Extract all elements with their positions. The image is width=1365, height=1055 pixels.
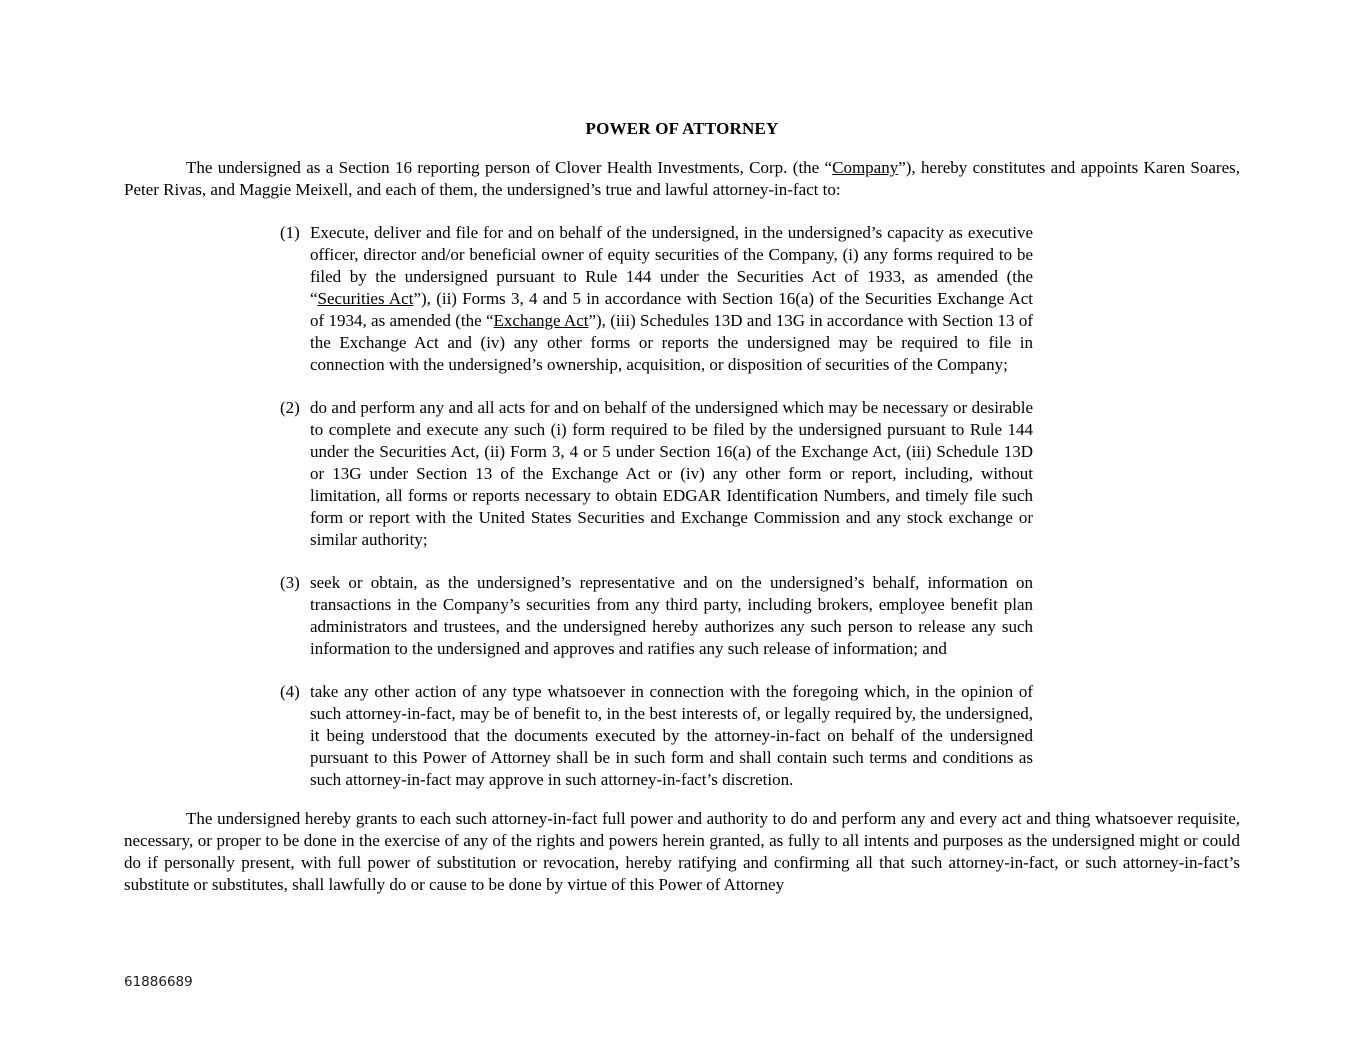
item-2-text: do and perform any and all acts for and on behalf of the undersigned which may be necessary or desirable to complete and execute any such (i) form required to be filed by the undersigned pursuant to Rule 144 under the Securities Act, (ii) Form 3, 4 or 5 under Section 16(a) of the Exchange Act, (iii) Schedule 13D or 13G under Section 13 of the Exchange Act or (iv) any other form or report, including, without limitation, all forms or reports necessary to obtain EDGAR Identification Numbers, and timely file such form or report with the United States Securities and Exchange Commission and any stock exchange or similar authority; — [310, 398, 1033, 549]
list-item-4 — [280, 681, 1033, 791]
list-item-1 — [280, 222, 1033, 376]
defined-term-securities-act: Securities Act — [317, 289, 414, 308]
item-2-number: (2) — [280, 398, 300, 417]
closing-paragraph: The undersigned hereby grants to each such attorney-in-fact full power and authority to do and perform any and every act and thing whatsoever requisite, necessary, or proper to be done in the exercise of any of the rights and powers herein granted, as fully to all intents and purposes as the undersigned might or could do if personally present, with full power of substitution or revocation, hereby ratifying and confirming all that such attorney-in-fact, or such attorney-in-fact’s substitute or substitutes, shall lawfully do or cause to be done by virtue of this Power of Attorney — [124, 809, 1240, 894]
intro-text-2: ”), hereby constitutes and appoints Karen Soares, Peter Rivas, and Maggie Meixell, and each of them, the undersigned’s true and lawful attorney-in-fact to: — [124, 158, 1240, 199]
item-1-text-1: Execute, deliver and file for and on behalf of the undersigned, in the undersigned’s capacity as executive officer, director and/or beneficial owner of equity securities of the Company, (i) any forms required to be filed by the undersigned pursuant to Rule 144 under the Securities Act of 1933, as amended (the “ — [310, 223, 1033, 308]
list-item-2 — [280, 397, 1033, 551]
item-1-text-3: ”), (iii) Schedules 13D and 13G in accordance with Section 13 of the Exchange Act and (iv) any other forms or reports the undersigned may be required to file in connection with the undersigned’s ownership, acquisition, or disposition of securities of the Company; — [310, 311, 1033, 374]
footer-reference-number: 61886689 — [124, 974, 193, 990]
intro-paragraph — [124, 157, 1240, 201]
item-3-number: (3) — [280, 573, 300, 592]
item-4-text: take any other action of any type whatsoever in connection with the foregoing which, in the opinion of such attorney-in-fact, may be of benefit to, in the best interests of, or legally required by, the undersigned, it being understood that the documents executed by the attorney-in-fact on behalf of the undersigned pursuant to this Power of Attorney shall be in such form and shall contain such terms and conditions as such attorney-in-fact may approve in such attorney-in-fact’s discretion. — [310, 682, 1033, 789]
item-1-number: (1) — [280, 223, 300, 242]
item-3-text: seek or obtain, as the undersigned’s representative and on the undersigned’s behalf, information on transactions in the Company’s securities from any third party, including brokers, employee benefit plan administrators and trustees, and the undersigned hereby authorizes any such person to release any such information to the undersigned and approves and ratifies any such release of information; and — [310, 573, 1033, 658]
item-1-text-2: ”), (ii) Forms 3, 4 and 5 in accordance with Section 16(a) of the Securities Exchange Act of 1934, as amended (the “ — [310, 289, 1033, 330]
defined-term-company: Company — [832, 158, 899, 177]
document-title: POWER OF ATTORNEY — [585, 119, 779, 138]
item-1-text — [310, 222, 1033, 376]
numbered-list — [280, 222, 1033, 791]
intro-text-1: The undersigned as a Section 16 reporting person of Clover Health Investments, Corp. (the “ — [186, 158, 833, 177]
list-item-3 — [280, 572, 1033, 660]
defined-term-exchange-act: Exchange Act — [493, 311, 589, 330]
item-4-number: (4) — [280, 682, 300, 701]
